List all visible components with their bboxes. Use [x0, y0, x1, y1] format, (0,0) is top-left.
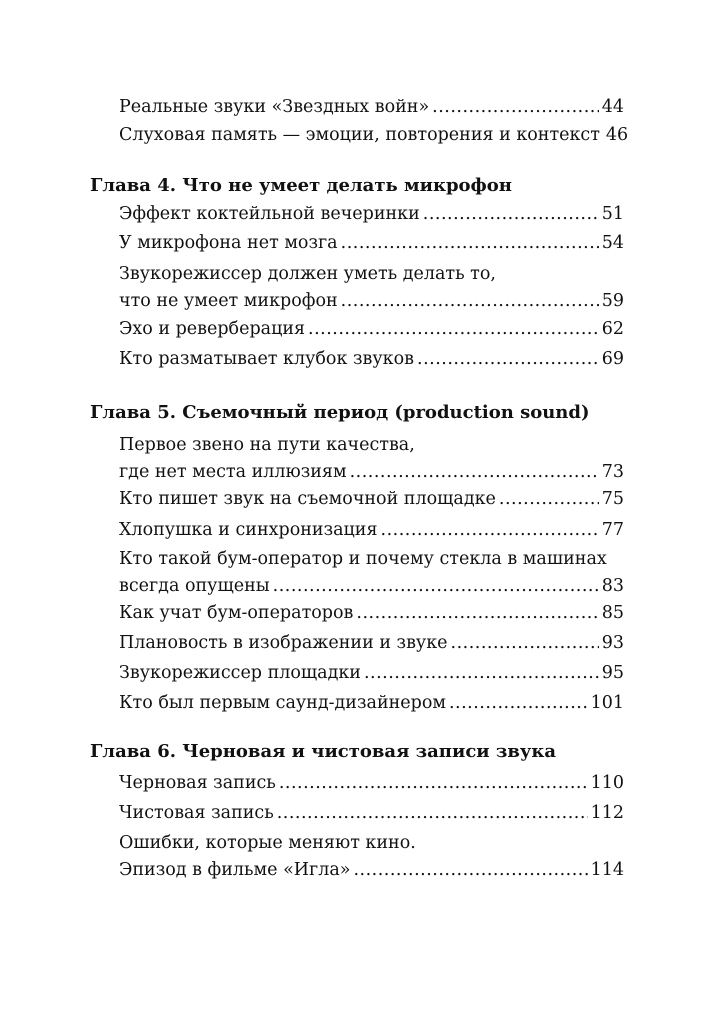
toc-entry-page: 85: [601, 603, 624, 623]
toc-entry-title: Слуховая память — эмоции, повторения и контекст: [119, 125, 600, 145]
toc-entry: [119, 517, 624, 544]
toc-leader-dots: [423, 201, 599, 228]
toc-leader-dots: [277, 800, 588, 827]
toc-entry: [119, 316, 624, 343]
toc-leader-dots: [364, 660, 599, 687]
toc-entry-title: Черновая запись: [119, 773, 276, 793]
toc-leader-dots: [381, 517, 599, 544]
toc-entry-page: 77: [601, 520, 624, 540]
toc-entry-page: 75: [601, 489, 624, 509]
toc-entry-title: Хлопушка и синхронизация: [119, 520, 378, 540]
toc-leader-dots: [350, 459, 599, 486]
toc-leader-dots: [499, 486, 599, 513]
toc-entry: [119, 230, 624, 257]
toc-leader-dots: [273, 573, 599, 600]
toc-entry-title: Эхо и реверберация: [119, 319, 306, 339]
toc-entry: [119, 800, 624, 827]
toc-entry-title: У микрофона нет мозга: [119, 233, 338, 253]
toc-entry: [119, 600, 624, 627]
toc-entry: [119, 546, 624, 600]
toc-leader-dots: [341, 230, 599, 257]
toc-entry-title: всегда опущены: [119, 576, 270, 596]
toc-entry-page: 114: [590, 860, 624, 880]
toc-entry: [119, 122, 629, 149]
chapter-heading: Глава 5. Съемочный период (production sound): [90, 402, 590, 423]
toc-leader-dots: [432, 94, 599, 121]
toc-entry: [119, 94, 624, 121]
chapter-heading: Глава 6. Черновая и чистовая записи звука: [90, 741, 557, 762]
toc-entry: [119, 346, 624, 373]
toc-entry-page: 101: [590, 693, 624, 713]
toc-entry-title: Кто был первым саунд-дизайнером: [119, 693, 446, 713]
toc-leader-dots: [417, 346, 599, 373]
toc-entry-title: Как учат бум-операторов: [119, 603, 354, 623]
toc-entry: [119, 690, 624, 717]
toc-entry-title: Звукорежиссер площадки: [119, 663, 361, 683]
toc-entry-page: 110: [590, 773, 624, 793]
toc-entry-title-line1: Ошибки, которые меняют кино.: [119, 833, 416, 853]
toc-leader-dots: [356, 600, 598, 627]
toc-entry-page: 44: [601, 97, 624, 117]
toc-entry-page: 51: [601, 204, 624, 224]
toc-entry-page: 83: [601, 576, 624, 596]
toc-entry-title: Плановость в изображении и звуке: [119, 633, 448, 653]
toc-entry-title: Реальные звуки «Звездных войн»: [119, 97, 430, 117]
toc-entry-title: Чистовая запись: [119, 803, 274, 823]
toc-entry-page: 54: [601, 233, 624, 253]
toc-entry-page: 46: [605, 125, 629, 145]
toc-leader-dots: [451, 630, 599, 657]
toc-entry-title: Эффект коктейльной вечеринки: [119, 204, 420, 224]
toc-entry-title-line1: Звукорежиссер должен уметь делать то,: [119, 264, 496, 284]
toc-leader-dots: [308, 316, 599, 343]
toc-entry-title-line1: Кто такой бум-оператор и почему стекла в машинах: [119, 549, 607, 569]
toc-entry-page: 95: [601, 663, 624, 683]
toc-entry-page: 62: [601, 319, 624, 339]
toc-entry-page: 59: [601, 291, 624, 311]
toc-leader-dots: [449, 690, 588, 717]
toc-entry-title-line1: Первое звено на пути качества,: [119, 435, 415, 455]
chapter-heading: Глава 4. Что не умеет делать микрофон: [90, 175, 512, 196]
toc-entry-page: 69: [601, 349, 624, 369]
toc-entry: [119, 630, 624, 657]
toc-leader-dots: [279, 770, 588, 797]
toc-entry: [119, 660, 624, 687]
toc-entry: [119, 770, 624, 797]
toc-entry: [119, 486, 624, 513]
toc-entry: [119, 201, 624, 228]
toc-entry-title: Кто пишет звук на съемочной площадке: [119, 489, 496, 509]
toc-entry-title: Кто разматывает клубок звуков: [119, 349, 414, 369]
toc-entry-page: 73: [601, 462, 624, 482]
toc-entry: [119, 432, 624, 486]
toc-entry-title: Эпизод в фильме «Игла»: [119, 860, 351, 880]
toc-entry-page: 93: [601, 633, 624, 653]
toc-entry: [119, 830, 624, 884]
toc-entry-page: 112: [590, 803, 624, 823]
toc-entry-title: где нет места иллюзиям: [119, 462, 347, 482]
toc-entry: [119, 261, 624, 315]
toc-leader-dots: [341, 288, 599, 315]
toc-leader-dots: [353, 857, 587, 884]
toc-entry-title: что не умеет микрофон: [119, 291, 338, 311]
